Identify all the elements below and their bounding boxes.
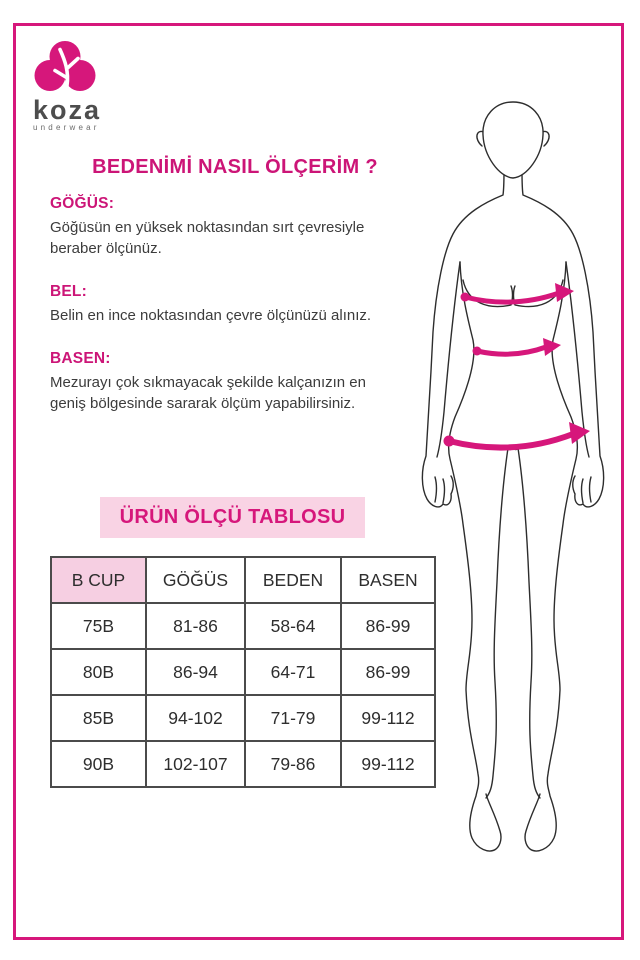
hip-measure-arrow: [444, 422, 591, 448]
size-table-header-row: [51, 557, 435, 603]
section-bel: [50, 283, 402, 326]
size-table: [50, 556, 436, 788]
table-cell: 86-94: [146, 649, 245, 695]
table-cell: 75B: [51, 603, 146, 649]
table-cell: 86-99: [341, 603, 435, 649]
section-bel-heading: BEL:: [50, 283, 87, 300]
section-basen: [50, 350, 402, 414]
table-row: [51, 695, 435, 741]
bust-measure-arrow: [461, 283, 575, 302]
brand-name: koza: [33, 95, 102, 125]
section-bel-text: Belin en ince noktasından çevre ölçünüzü alınız.: [50, 307, 372, 324]
table-cell: 80B: [51, 649, 146, 695]
table-cell: 81-86: [146, 603, 245, 649]
figure-head: [483, 102, 543, 178]
body-right-half: [514, 131, 604, 850]
table-cell: 99-112: [341, 695, 435, 741]
size-table-title: ÜRÜN ÖLÇÜ TABLOSU: [100, 497, 365, 538]
table-cell: 71-79: [245, 695, 341, 741]
page-title: BEDENİMİ NASIL ÖLÇERİM ?: [92, 156, 378, 178]
section-gogus: [50, 195, 402, 259]
table-cell: 64-71: [245, 649, 341, 695]
header-cell-bcup: B CUP: [51, 557, 146, 603]
table-row: [51, 741, 435, 787]
section-gogus-text: Göğüsün en yüksek noktasından sırt çevresiyle beraber ölçünüz.: [50, 219, 365, 257]
table-row: [51, 603, 435, 649]
section-basen-heading: BASEN:: [50, 350, 111, 367]
koza-clover-icon: [33, 40, 97, 93]
table-cell: 86-99: [341, 649, 435, 695]
table-cell: 90B: [51, 741, 146, 787]
header-cell-beden: BEDEN: [245, 557, 341, 603]
section-gogus-heading: GÖĞÜS:: [50, 195, 115, 212]
waist-measure-arrow: [473, 338, 562, 356]
table-cell: 102-107: [146, 741, 245, 787]
table-cell: 58-64: [245, 603, 341, 649]
koza-logo: [33, 40, 143, 132]
table-row: [51, 649, 435, 695]
body-left-half: [422, 131, 512, 850]
brand-tagline: underwear: [33, 123, 100, 132]
header-cell-gogus: GÖĞÜS: [146, 557, 245, 603]
table-cell: 79-86: [245, 741, 341, 787]
table-cell: 85B: [51, 695, 146, 741]
table-cell: 99-112: [341, 741, 435, 787]
header-cell-basen: BASEN: [341, 557, 435, 603]
table-cell: 94-102: [146, 695, 245, 741]
measurement-instructions: [50, 195, 402, 414]
body-measurement-figure: [415, 90, 627, 865]
section-basen-text: Mezurayı çok sıkmayacak şekilde kalçanızın en geniş bölgesinde sararak ölçüm yapabilirsiniz.: [50, 374, 366, 412]
